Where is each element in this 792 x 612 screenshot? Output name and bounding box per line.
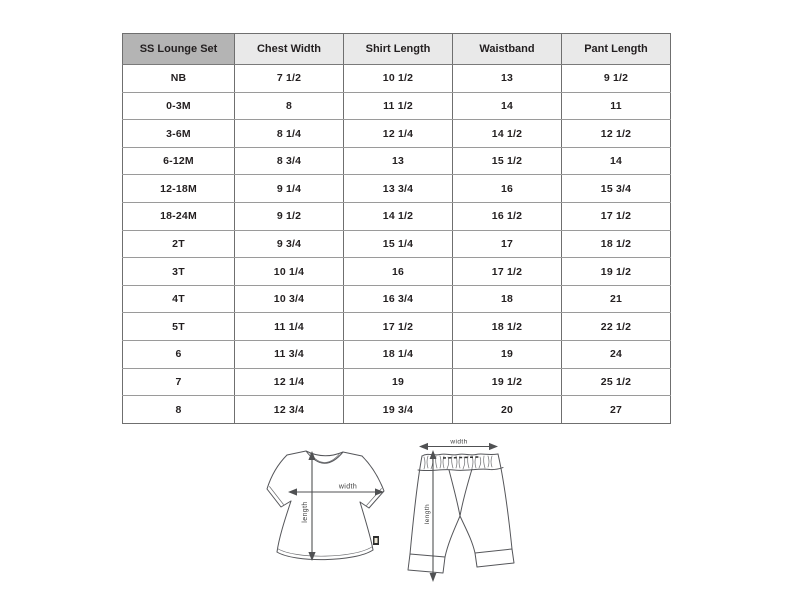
size-value-cell: 11 1/2	[344, 92, 453, 120]
pants-width-arrowhead-right	[489, 443, 498, 450]
pants-right-inner	[460, 516, 475, 553]
table-row	[123, 203, 671, 231]
size-chart-table	[122, 33, 671, 424]
table-row	[123, 313, 671, 341]
size-row-label: NB	[123, 65, 235, 93]
size-value-cell: 24	[562, 341, 671, 369]
size-value-cell: 8	[235, 92, 344, 120]
size-value-cell: 15 3/4	[562, 175, 671, 203]
size-value-cell: 10 3/4	[235, 285, 344, 313]
table-row	[123, 175, 671, 203]
size-value-cell: 19 1/2	[453, 368, 562, 396]
size-value-cell: 14 1/2	[344, 203, 453, 231]
size-value-cell: 14	[562, 147, 671, 175]
size-value-cell: 19	[344, 368, 453, 396]
size-value-cell: 25 1/2	[562, 368, 671, 396]
size-value-cell: 12 1/2	[562, 120, 671, 148]
pants-left-inner	[445, 516, 460, 557]
shirt-hem-stitch	[278, 547, 373, 557]
size-value-cell: 10 1/4	[235, 258, 344, 286]
size-value-cell: 12 1/4	[235, 368, 344, 396]
pants-left-cuff	[408, 554, 445, 573]
size-value-cell: 13	[453, 65, 562, 93]
size-row-label: 4T	[123, 285, 235, 313]
shirt-left-shoulder	[287, 451, 306, 455]
pants-length-label: length	[424, 503, 431, 525]
size-row-label: 8	[123, 396, 235, 424]
pants-width-label: width	[450, 438, 468, 446]
size-value-cell: 19 1/2	[562, 258, 671, 286]
size-value-cell: 18 1/4	[344, 341, 453, 369]
size-row-label: 12-18M	[123, 175, 235, 203]
size-row-label: 3T	[123, 258, 235, 286]
size-value-cell: 16 3/4	[344, 285, 453, 313]
size-value-cell: 19	[453, 341, 562, 369]
size-value-cell: 8 1/4	[235, 120, 344, 148]
size-value-cell: 16 1/2	[453, 203, 562, 231]
column-header-chest-width: Chest Width	[235, 34, 344, 65]
header-row	[123, 34, 671, 65]
pants-width-arrowhead-left	[419, 443, 428, 450]
size-value-cell: 18 1/2	[453, 313, 562, 341]
size-value-cell: 18 1/2	[562, 230, 671, 258]
table-row	[123, 396, 671, 424]
size-value-cell: 18	[453, 285, 562, 313]
size-value-cell: 19 3/4	[344, 396, 453, 424]
table-row	[123, 368, 671, 396]
size-row-label: 7	[123, 368, 235, 396]
size-value-cell: 12 1/4	[344, 120, 453, 148]
pants-right-cuff	[475, 549, 514, 567]
size-row-label: 5T	[123, 313, 235, 341]
size-value-cell: 9 1/4	[235, 175, 344, 203]
table-row	[123, 92, 671, 120]
size-value-cell: 9 1/2	[562, 65, 671, 93]
column-header-waistband: Waistband	[453, 34, 562, 65]
size-value-cell: 13 3/4	[344, 175, 453, 203]
size-value-cell: 8 3/4	[235, 147, 344, 175]
shirt-side-tag-inner	[375, 538, 378, 543]
size-value-cell: 11 1/4	[235, 313, 344, 341]
pants-crotch-right	[460, 469, 472, 516]
shirt-left-side	[277, 501, 291, 552]
size-value-cell: 20	[453, 396, 562, 424]
table-row	[123, 65, 671, 93]
pants-crotch-left	[449, 470, 460, 516]
size-row-label: 0-3M	[123, 92, 235, 120]
size-value-cell: 16	[344, 258, 453, 286]
size-value-cell: 15 1/2	[453, 147, 562, 175]
size-value-cell: 17	[453, 230, 562, 258]
size-value-cell: 12 3/4	[235, 396, 344, 424]
table-corner-header: SS Lounge Set	[123, 34, 235, 65]
table-row	[123, 147, 671, 175]
size-row-label: 2T	[123, 230, 235, 258]
size-value-cell: 9 1/2	[235, 203, 344, 231]
size-value-cell: 17 1/2	[344, 313, 453, 341]
size-value-cell: 13	[344, 147, 453, 175]
size-row-label: 6-12M	[123, 147, 235, 175]
size-table-body	[123, 65, 671, 424]
size-value-cell: 22 1/2	[562, 313, 671, 341]
size-value-cell: 9 3/4	[235, 230, 344, 258]
size-row-label: 6	[123, 341, 235, 369]
pants-length-arrowhead-bottom	[430, 573, 437, 582]
column-header-shirt-length: Shirt Length	[344, 34, 453, 65]
shirt-width-label: width	[338, 483, 358, 491]
column-header-pant-length: Pant Length	[562, 34, 671, 65]
size-value-cell: 27	[562, 396, 671, 424]
table-row	[123, 285, 671, 313]
size-value-cell: 11	[562, 92, 671, 120]
table-row	[123, 341, 671, 369]
size-value-cell: 7 1/2	[235, 65, 344, 93]
table-row	[123, 120, 671, 148]
shirt-width-arrowhead-right	[375, 488, 384, 495]
table-row	[123, 230, 671, 258]
pants-drawstring-dashes	[443, 457, 480, 458]
size-row-label: 18-24M	[123, 203, 235, 231]
shirt-right-shoulder	[343, 452, 362, 456]
table-row	[123, 258, 671, 286]
size-value-cell: 11 3/4	[235, 341, 344, 369]
shirt-length-label: length	[302, 501, 309, 523]
size-value-cell: 15 1/4	[344, 230, 453, 258]
shirt-hem	[277, 550, 373, 560]
size-row-label: 3-6M	[123, 120, 235, 148]
size-value-cell: 14	[453, 92, 562, 120]
shirt-width-arrowhead-left	[288, 488, 297, 495]
size-value-cell: 10 1/2	[344, 65, 453, 93]
shirt-right-side	[360, 502, 373, 550]
size-value-cell: 17 1/2	[453, 258, 562, 286]
size-value-cell: 14 1/2	[453, 120, 562, 148]
size-value-cell: 17 1/2	[562, 203, 671, 231]
shirt-right-sleeve	[360, 456, 384, 508]
shirt-diagram	[260, 444, 392, 572]
pants-diagram	[403, 437, 521, 589]
size-value-cell: 21	[562, 285, 671, 313]
size-value-cell: 16	[453, 175, 562, 203]
